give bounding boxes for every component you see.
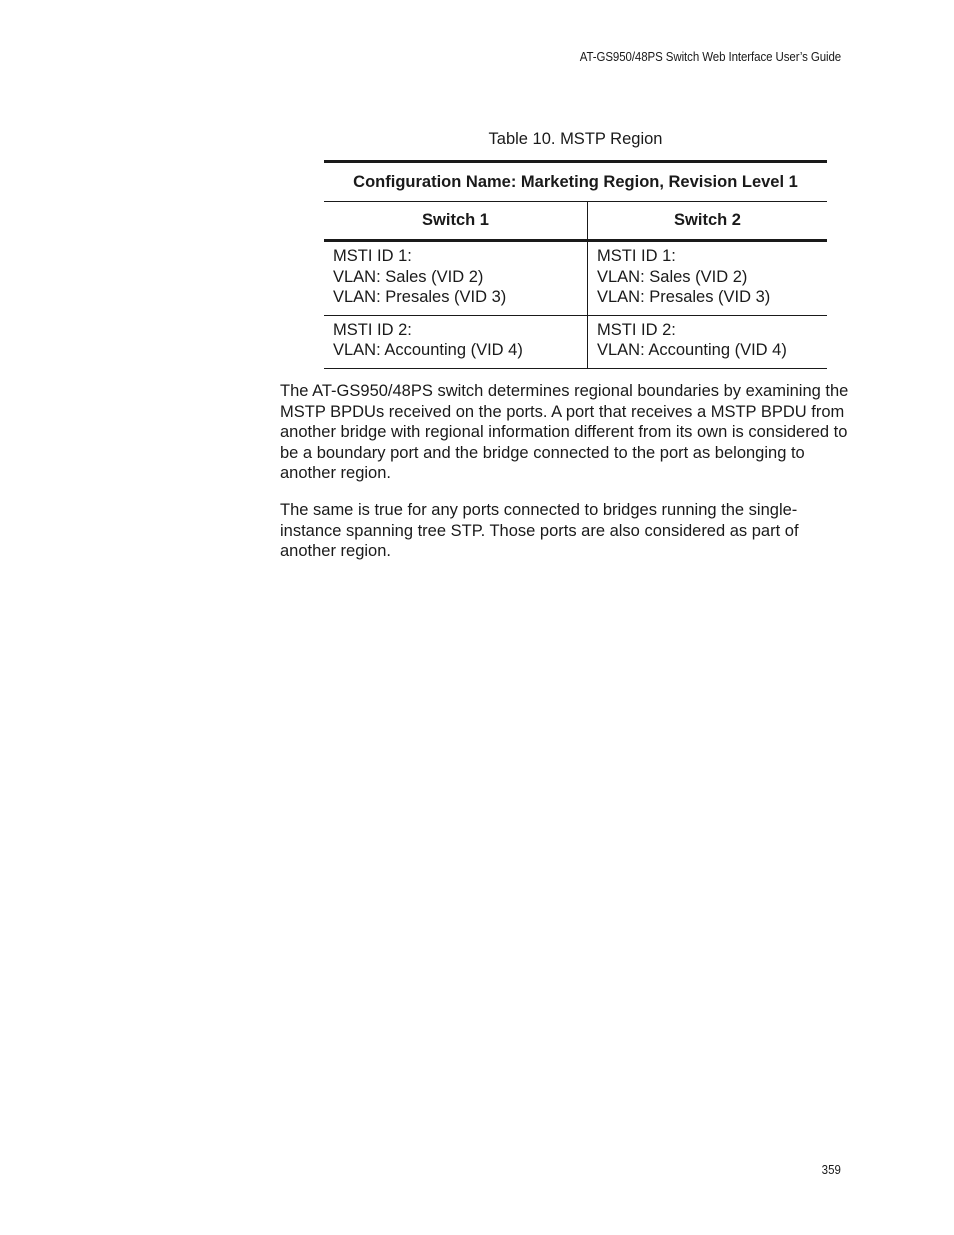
cell-line: MSTI ID 2: [597,320,676,339]
mstp-region-table [324,160,827,369]
table-cell-switch-2 [588,315,828,368]
table-row [324,315,827,368]
cell-line: VLAN: Accounting (VID 4) [333,341,523,359]
column-header-switch-1: Switch 1 [324,202,588,241]
table-row [324,241,827,316]
paragraph-line: another bridge with regional information different from its own is considered to [280,423,848,441]
table-cell-switch-1 [324,241,588,316]
cell-line: VLAN: Presales (VID 3) [333,288,507,306]
body-paragraph [280,381,880,484]
page-number: 359 [821,1163,841,1177]
cell-line: MSTI ID 1: [597,247,676,265]
table-caption: Table 10. MSTP Region [488,130,663,148]
paragraph-line: The AT-GS950/48PS switch determines regional boundaries by examining the [280,382,849,400]
config-title: Configuration Name: Marketing Region, Revision Level 1 [324,162,827,202]
table-cell-switch-2 [588,241,828,316]
running-header: AT-GS950/48PS Switch Web Interface User’s Guide [579,50,841,64]
cell-line: VLAN: Sales (VID 2) [597,267,748,286]
paragraph-line: be a boundary port and the bridge connected to the port as belonging to [280,443,805,462]
paragraph-line: The same is true for any ports connected to bridges running the single- [280,501,798,519]
column-header-row [324,202,827,241]
cell-line: MSTI ID 1: [333,247,412,265]
body-paragraph [280,500,880,562]
paragraph-line: instance spanning tree STP. Those ports are also considered as part of [280,521,799,540]
column-header-switch-2: Switch 2 [588,202,828,241]
cell-line: VLAN: Presales (VID 3) [597,288,771,306]
table-cell-switch-1 [324,315,588,368]
paragraph-line: MSTP BPDUs received on the ports. A port that receives a MSTP BPDU from [280,402,845,421]
cell-line: VLAN: Accounting (VID 4) [597,341,787,359]
paragraph-line: another region. [280,464,391,482]
cell-line: MSTI ID 2: [333,320,412,339]
cell-line: VLAN: Sales (VID 2) [333,267,484,286]
paragraph-line: another region. [280,542,391,560]
config-title-row [324,162,827,202]
